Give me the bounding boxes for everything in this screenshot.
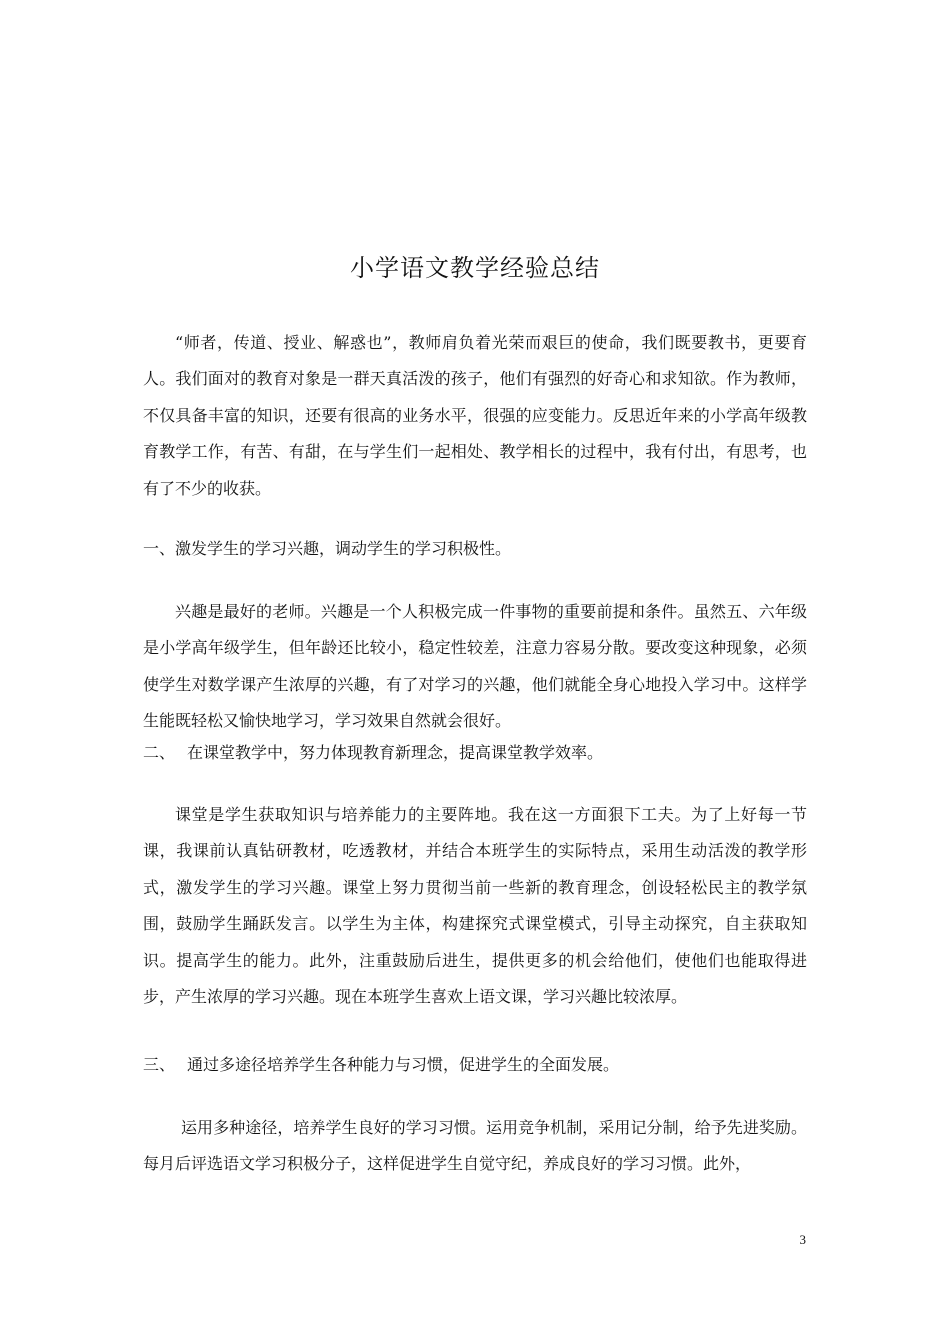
section-heading-1: 一、激发学生的学习兴趣，调动学生的学习积极性。 (143, 539, 512, 558)
section-heading-2-text: 在课堂教学中，努力体现教育新理念，提高课堂教学效率。 (187, 743, 604, 762)
intro-paragraph: “师者，传道、授业、解惑也”，教师肩负着光荣而艰巨的使命，我们既要教书，更要育人。我们面对的教育对象是一群天真活泼的孩子，他们有强烈的好奇心和求知欲。作为教师，不仅具备丰富的知识，还要有很高的业务水平，很强的应变能力。反思近年来的小学高年级教育教学工作，有苦、有甜，在与学生们一起相处、教学相长的过程中，我有付出，有思考，也有了不少的收获。 (143, 333, 807, 498)
page-title: 小学语文教学经验总结 (350, 254, 600, 282)
section-body-2: 课堂是学生获取知识与培养能力的主要阵地。我在这一方面狠下工夫。为了上好每一节课，我课前认真钻研教材，吃透教材，并结合本班学生的实际特点，采用生动活泼的教学形式，激发学生的学习兴趣。课堂上努力贯彻当前一些新的教育理念，创设轻松民主的教学氛围，鼓励学生踊跃发言。以学生为主体，构建探究式课堂模式，引导主动探究，自主获取知识。提高学生的能力。此外，注重鼓励后进生，提供更多的机会给他们，使他们也能取得进步，产生浓厚的学习兴趣。现在本班学生喜欢上语文课，学习兴趣比较浓厚。 (143, 805, 807, 1007)
section-number-3: 三、 (143, 1055, 176, 1074)
page-number: 3 (799, 1232, 806, 1247)
section-heading-2 (143, 742, 807, 764)
section-body-3: 运用多种途径，培养学生良好的学习习惯。运用竞争机制，采用记分制，给予先进奖励。每月后评选语文学习积极分子，这样促进学生自觉守纪，养成良好的学习习惯。此外， (143, 1118, 807, 1174)
section-heading-3 (143, 1054, 807, 1076)
section-heading-3-text: 通过多途径培养学生各种能力与习惯，促进学生的全面发展。 (187, 1055, 620, 1074)
section-number-2: 二、 (143, 743, 176, 762)
section-body-1: 兴趣是最好的老师。兴趣是一个人积极完成一件事物的重要前提和条件。虽然五、六年级是小学高年级学生，但年龄还比较小，稳定性较差，注意力容易分散。要改变这种现象，必须使学生对数学课产生浓厚的兴趣，有了对学习的兴趣，他们就能全身心地投入学习中。这样学生能既轻松又愉快地学习，学习效果自然就会很好。 (143, 602, 807, 731)
